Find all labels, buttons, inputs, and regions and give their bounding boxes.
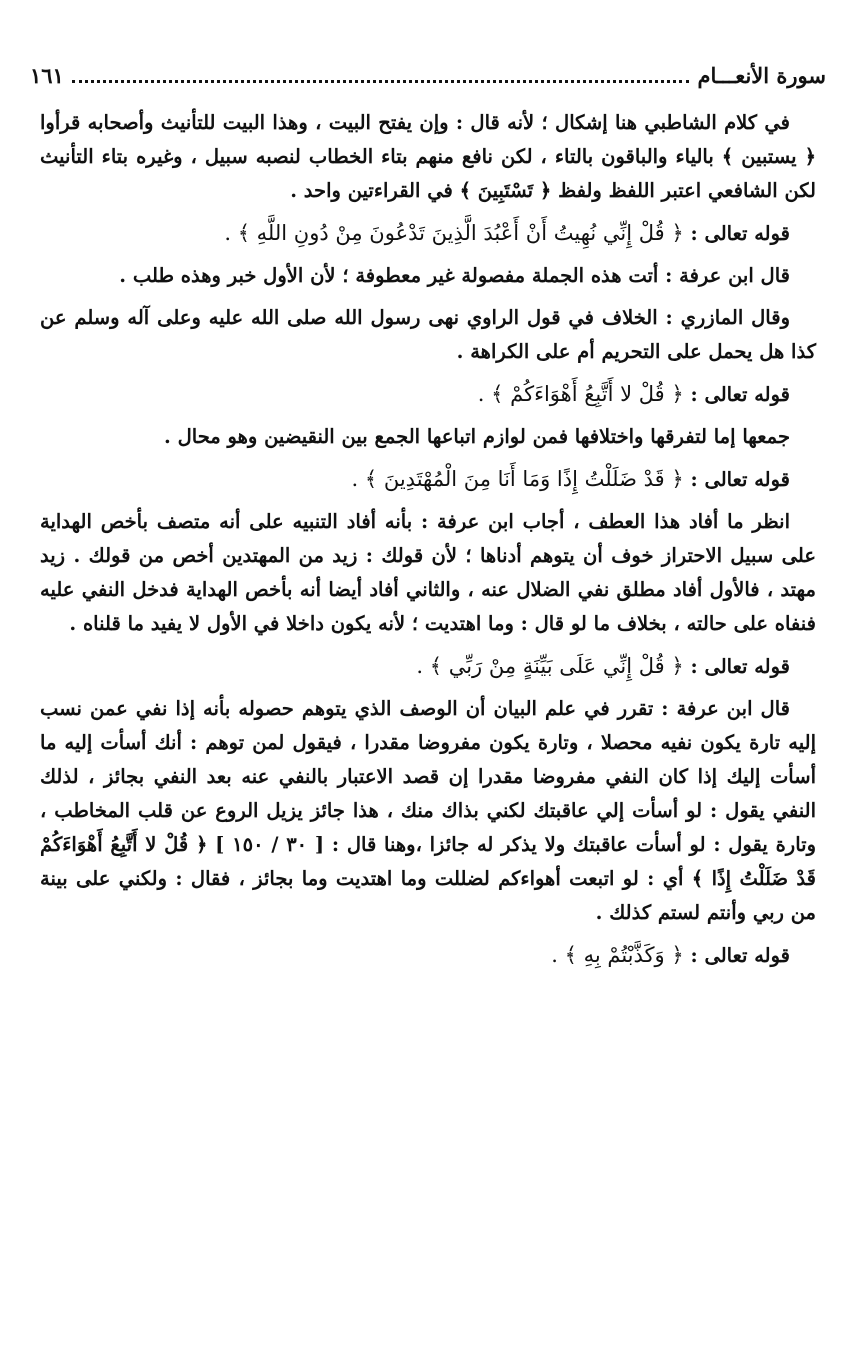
quran-quote: ﴿ قَدْ ضَلَلْتُ إِذًا وَمَا أَنَا مِنَ الْمُهْتَدِينَ ﴾ .	[351, 467, 684, 491]
verse-line	[40, 938, 816, 973]
quran-quote: ﴿ قُلْ إِنِّي عَلَى بَيِّنَةٍ مِنْ رَبِّي ﴾ .	[416, 654, 684, 678]
verse-intro: قوله تعالى :	[683, 383, 790, 406]
verse-line	[40, 216, 816, 251]
verse-line	[40, 462, 816, 497]
paragraph: وقال المازري : الخلاف في قول الراوي نهى رسول الله صلى الله عليه وعلى آله وسلم عن كذا هل يحمل على التحريم أم على الكراهة .	[40, 306, 816, 363]
paragraph: جمعها إما لتفرقها واختلافها فمن لوازم اتباعها الجمع بين النقيضين وهو محال .	[164, 425, 790, 448]
header-dotted-leader	[72, 62, 690, 83]
paragraph: في كلام الشاطبي هنا إشكال ؛ لأنه قال : وإن يفتح البيت ، وهذا البيت للتأنيث وأصحابه قرأوا ﴿ يستبين ﴾ بالياء والباقون بالتاء ، لكن نافع منهم بتاء الخطاب لنصبه سبيل ، وغيره بتاء التأنيث لكن الشافعي اعتبر اللفظ ولفظ ﴿ تَسْتَبِينَ ﴾ في القراءتين واحد .	[40, 111, 816, 202]
paragraph: قال ابن عرفة : تقرر في علم البيان أن الوصف الذي يتوهم حصوله بأنه إذا نفي عمن نسب إليه تارة يكون نفيه محصلا ، وتارة يكون مفروضا مقدرا ، فيقول لمن توهم : أنك أسأت إليه ما أسأت إليك إذا كان النفي مفروضا مقدرا إن قصد الاعتبار بالنفي عنه بعد النفي بجائز ، لذلك النفي يقول : لو أسأت إلي عاقبتك لكني بذاك منك ، هذا جائز يزيل الروع عن قلب المخاطب ، وتارة يقول : لو أسأت عاقبتك ولا يذكر له جائزا ،وهنا قال : [ ٣٠ / ١٥٠ ] ﴿ قُلْ لا أَتَّبِعُ أَهْوَاءَكُمْ قَدْ ضَلَلْتُ إِذًا ﴾ أي : لو اتبعت أهواءكم لضللت وما اهتديت وما بجائز ، فقال : ولكني على بينة من ربي وأنتم لستم كذلك .	[40, 697, 816, 924]
verse-line	[40, 649, 816, 684]
verse-intro: قوله تعالى :	[683, 655, 790, 678]
page-body	[40, 106, 816, 981]
paragraph: انظر ما أفاد هذا العطف ، أجاب ابن عرفة : بأنه أفاد التنبيه على أنه متصف بأخص الهداية على سبيل الاحتراز خوف أن يتوهم أدناها ؛ لأن قولك : زيد من المهتدين أخص من قولك . زيد مهتد ، فالأول أفاد مطلق نفي الضلال عنه ، والثاني أفاد أيضا أنه بأخص الهداية فدخل النفي عليه فنفاه على حالته ، بخلاف ما لو قال : وما اهتديت ؛ لأنه يكون داخلا في الأول لا يفيد ما قلناه .	[40, 510, 816, 635]
page-number: ١٦١	[30, 63, 64, 88]
verse-intro: قوله تعالى :	[683, 222, 790, 245]
quran-quote: ﴿ قُلْ إِنِّي نُهِيتُ أَنْ أَعْبُدَ الَّذِينَ تَدْعُونَ مِنْ دُونِ اللَّهِ ﴾ .	[224, 221, 684, 245]
verse-intro: قوله تعالى :	[683, 944, 790, 967]
verse-intro: قوله تعالى :	[683, 468, 790, 491]
surah-title: سورة الأنعـــام	[697, 63, 826, 88]
page-header	[30, 62, 826, 92]
quran-quote: ﴿ قُلْ لا أَتَّبِعُ أَهْوَاءَكُمْ ﴾ .	[477, 382, 684, 406]
verse-line	[40, 377, 816, 412]
paragraph: قال ابن عرفة : أتت هذه الجملة مفصولة غير معطوفة ؛ لأن الأول خبر وهذه طلب .	[119, 264, 790, 287]
quran-quote: ﴿ وَكَذَّبْتُمْ بِهِ ﴾ .	[551, 943, 684, 967]
